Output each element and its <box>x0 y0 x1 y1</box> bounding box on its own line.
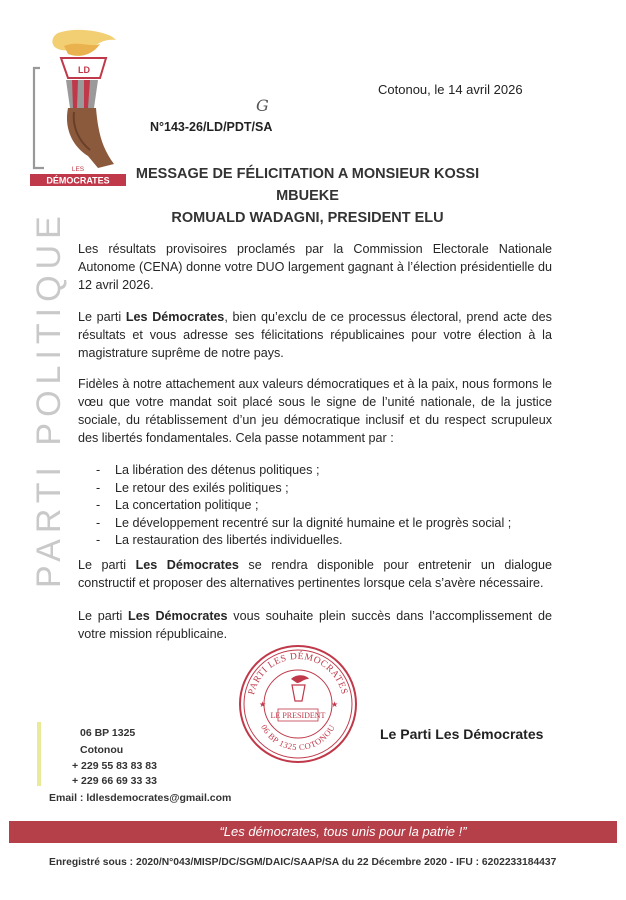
parti-politique-watermark: PARTI POLITIQUE <box>30 210 68 588</box>
svg-text:LES: LES <box>71 166 85 173</box>
party-name: Les Démocrates <box>135 558 239 572</box>
svg-text:★: ★ <box>331 700 339 709</box>
document-title <box>120 163 495 229</box>
svg-text:DÉMOCRATES: DÉMOCRATES <box>46 175 110 186</box>
motto-banner <box>9 821 617 843</box>
handwritten-mark: G <box>256 96 269 115</box>
svg-text:PARTI LES DÉMOCRATES: PARTI LES DÉMOCRATES <box>247 651 349 696</box>
paragraph-wishes: Fidèles à notre attachement aux valeurs démocratiques et à la paix, nous formons le vœu que votre mandat soit placé sous le signe de l’unité nationale, de la justice sociale, du rétablissement d’un jeu démocratique inclusif et du respect scrupuleux des libertés fondamentales. Cela passe notamment par : <box>78 377 552 445</box>
contact-city: Cotonou <box>80 744 124 756</box>
contact-phone-1: + 229 55 83 83 83 <box>72 760 157 772</box>
party-name: Les Démocrates <box>128 609 228 623</box>
title-line-2: ROMUALD WADAGNI, PRESIDENT ELU <box>171 210 444 226</box>
list-item: - Le retour des exilés politiques ; <box>96 480 289 495</box>
svg-text:★: ★ <box>259 700 267 709</box>
paragraph-results: Les résultats provisoires proclamés par la Commission Electorale Nationale Autonome (CENA) donne votre DUO largement gagnant à l’élection présidentielle du 12 avril 2026. <box>78 242 552 292</box>
list-item: - La restauration des libertés individuelles. <box>96 533 343 547</box>
official-stamp <box>237 643 359 765</box>
list-item: - La libération des détenus politiques ; <box>96 463 320 477</box>
motto-text: “Les démocrates, tous unis pour la patrie !” <box>219 824 467 839</box>
registration-line: Enregistré sous : 2020/N°043/MISP/DC/SGM/DAIC/SAAP/SA du 22 Décembre 2020 - IFU : 6202233184437 <box>49 857 557 868</box>
svg-text:LD: LD <box>78 65 90 75</box>
title-line-1: MESSAGE DE FÉLICITATION A MONSIEUR KOSSI MBUEKE <box>135 166 480 204</box>
date-line: Cotonou, le 14 avril 2026 <box>378 82 523 97</box>
list-item: - Le développement recentré sur la dignité humaine et le progrès social ; <box>96 515 512 530</box>
contact-email: Email : ldlesdemocrates@gmail.com <box>49 792 232 804</box>
paragraph-acknowledgement: Le parti Les Démocrates, bien qu’exclu de ce processus électoral, prend acte des résultats et vous adresse ses félicitations républicaines pour votre élection à la magistrature suprême de notre pays. <box>78 310 552 360</box>
paragraph-success: Le parti Les Démocrates vous souhaite plein succès dans l’accomplissement de votre mission républicaine. <box>78 609 552 641</box>
svg-text:06 BP 1325 COTONOU: 06 BP 1325 COTONOU <box>259 722 337 753</box>
contact-accent-bar <box>37 722 41 786</box>
svg-text:LE PRESIDENT: LE PRESIDENT <box>270 711 326 720</box>
paragraph-dialogue: Le parti Les Démocrates se rendra disponible pour entretenir un dialogue constructif et proposer des alternatives pertinentes lorsque cela s’avère nécessaire. <box>78 558 552 590</box>
contact-po-box: 06 BP 1325 <box>80 727 136 739</box>
demands-list <box>96 462 511 550</box>
party-name: Les Démocrates <box>125 310 225 324</box>
signature-name: Le Parti Les Démocrates <box>380 726 544 742</box>
party-logo <box>28 28 128 188</box>
list-item: - La concertation politique ; <box>96 498 259 512</box>
contact-phone-2: + 229 66 69 33 33 <box>72 775 157 787</box>
reference-number: N°143-26/LD/PDT/SA <box>150 120 273 134</box>
